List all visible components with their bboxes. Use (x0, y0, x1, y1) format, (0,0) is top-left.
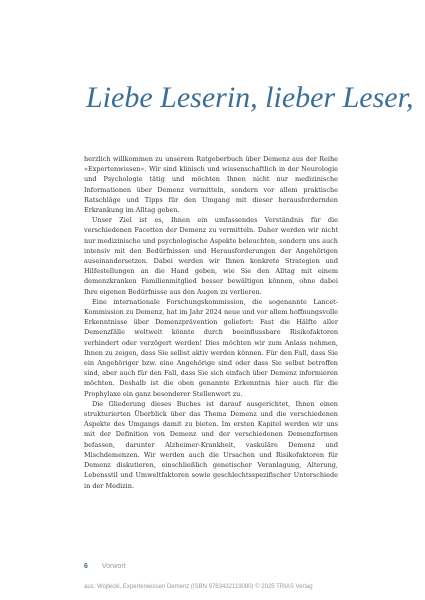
page-heading: Liebe Leserin, lieber Leser, (86, 81, 414, 114)
paragraph: Die Gliederung dieses Buches ist darauf ausgerichtet, Ihnen einen strukturierten Überblick über das Thema Demenz und die verschiedenen Aspekte des Umgangs damit zu bieten. Im ersten Kapitel werden wir uns mit der Definition von Demenz und der verschiedenen Demenzformen befassen, darunter Alzheimer-Krankheit, vaskuläre Demenz und Mischdemenzen. Wir werden auch die Ursachen und Risikofaktoren für Demenz diskutieren, einschließlich genetischer Veranlagung, Alterung, Lebensstil und Umweltfaktoren sowie geschlechtsspezifischer Unterschiede in der Medizin. (84, 399, 338, 490)
page-footer (84, 563, 126, 570)
page-number: 6 (84, 563, 88, 570)
section-name: Vorwort (101, 563, 126, 570)
body-text (84, 154, 338, 491)
copyright-line: aus: Wojtecki, Expertenwissen Demenz (ISBN 9783432119080) © 2025 TRIAS Verlag (84, 584, 313, 590)
paragraph: Eine internationale Forschungskommission, die sogenannte Lancet-Kommission zu Demenz, hat im Jahr 2024 neue und vor allem hoffnungsvolle Erkenntnisse über Demenzprävention geliefert: Fast die Hälfte aller Demenzfälle weltweit könnte durch beeinflussbare Risikofaktoren verhindert oder verzögert werden! Dies möchten wir zum Anlass nehmen, Ihnen zu zeigen, dass Sie selbst aktiv werden können. Für den Fall, dass Sie ein Angehöriger bzw. eine Angehörige sind oder dass Sie selbst betroffen sind, aber auch für den Fall, dass Sie sich einfach über Demenz informieren möchten. Deshalb ist die oben genannte Erkenntnis hier auch für die Prophylaxe ein ganz besonderer Stellenwert zu. (84, 297, 338, 398)
paragraph: Unser Ziel ist es, Ihnen ein umfassendes Verständnis für die verschiedenen Facetten der Demenz zu vermitteln. Daher werden wir nicht nur medizinische und psychologische Aspekte beleuchten, sondern uns auch intensiv mit den Bedürfnissen und Herausforderungen der Angehörigen auseinandersetzen. Dabei werden wir Ihnen konkrete Strategien und Hilfestellungen an die Hand geben, wie Sie den Alltag mit einem demenzkranken Familienmitglied besser bewältigen können, ohne dabei Ihre eigenen Bedürfnisse aus den Augen zu verlieren. (84, 216, 338, 296)
paragraph: herzlich willkommen zu unserem Ratgeberbuch über Demenz aus der Reihe »Expertenwissen«. Wir sind klinisch und wissenschaftlich in der Neurologie und Psychologie tätig und möchten Ihnen nicht nur medizinische Informationen über Demenz vermitteln, sondern vor allem praktische Ratschläge und Tipps für den Umgang mit dieser herausfordernden Erkrankung im Alltag geben. (84, 155, 338, 215)
